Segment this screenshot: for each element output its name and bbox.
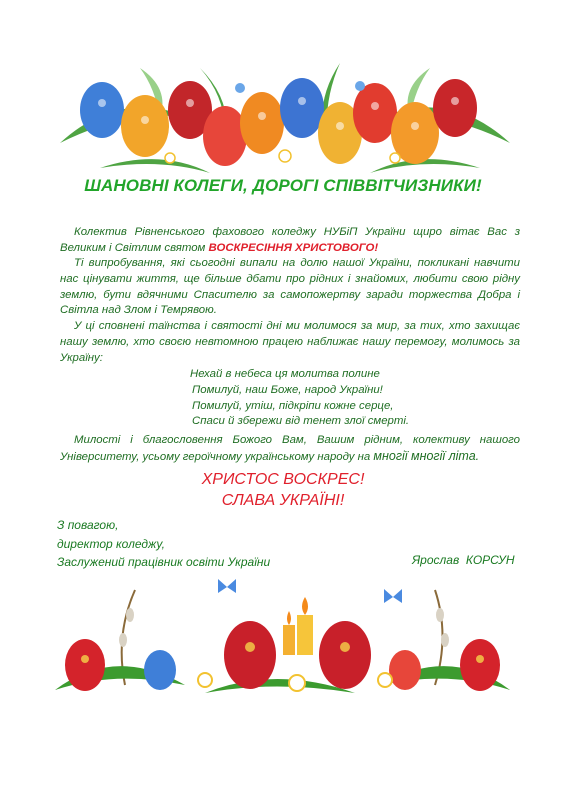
easter-basket-decoration-image (55, 575, 510, 700)
christ-is-risen-line: ХРИСТОС ВОСКРЕС! (201, 471, 365, 488)
prayer-line: Помилуй, наш Боже, народ України! (192, 383, 383, 396)
signature-line: Заслужений працівник освіти України (57, 555, 271, 569)
greeting-heading: ШАНОВНІ КОЛЕГИ, ДОРОГІ СПІВВІТЧИЗНИКИ! (84, 176, 482, 195)
prayer-line: Спаси й збережи від тенет злої смерті. (192, 415, 410, 428)
prayer-line: Помилуй, утіш, підкріпи кожне серце, (192, 399, 394, 412)
paragraph-prayer-intro: У ці сповнені таїнства і святості дні ми молимося за мир, за тих, хто захищає нашу землю, хто своєю невтомною працею наближає нашу перемогу, молимось за Україну: (60, 320, 520, 364)
paragraph-blessing-text: Милості і благословення Божого Вам, Вашим рідним, колективу нашого Університету, усьому героїчному українському народу на (60, 434, 520, 463)
signature-line: З повагою, (57, 518, 119, 532)
signer-name: Ярослав КОРСУН (412, 553, 515, 567)
easter-eggs-banner-image (40, 48, 530, 183)
prayer-verse (190, 367, 409, 430)
glory-to-ukraine-line: СЛАВА УКРАЇНІ! (221, 492, 345, 509)
blessing-emphasis: многії многії літа. (373, 448, 480, 463)
paragraph-congratulation-text: Колектив Рівненського фахового коледжу НУБіП України щиро вітає Вас з Великим і Світлим святом (60, 226, 520, 254)
prayer-line: Нехай в небеса ця молитва полине (190, 368, 380, 380)
signature-block (57, 516, 270, 572)
signature-line: директор коледжу, (57, 536, 165, 551)
easter-holiday-name: ВОСКРЕСІННЯ ХРИСТОВОГО! (208, 241, 379, 254)
paragraph-trials: Ті випробування, які сьогодні випали на долю нашої України, покликані навчити нас цінувати життя, ще більше дбати про рідних і знайомих, любити свою рідну землю, бути вдячними Спасителю за самопожертву заради торжества Добра і Світла над Злом і Темрявою. (60, 257, 520, 317)
paragraph-congratulation (60, 225, 520, 257)
paragraph-blessing (60, 433, 520, 466)
